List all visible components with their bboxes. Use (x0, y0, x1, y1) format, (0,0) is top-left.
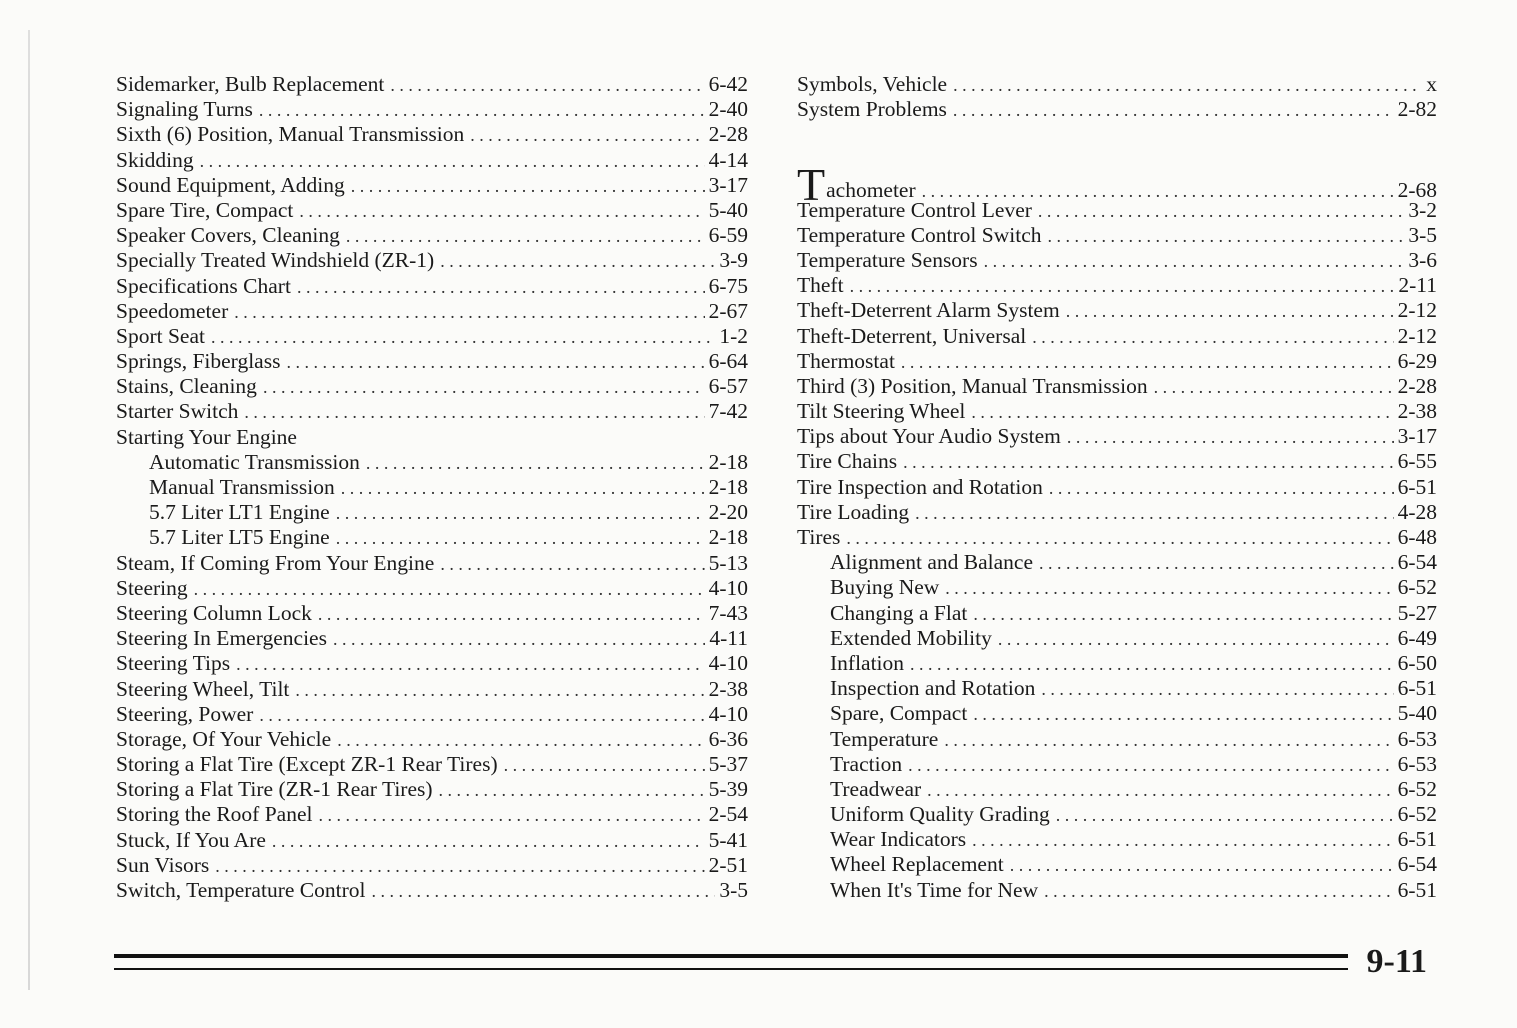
index-entry (797, 500, 1437, 525)
entry-label: Sidemarker, Bulb Replacement (116, 72, 385, 96)
entry-page: 2-12 (1397, 298, 1437, 323)
entry-label: Starting Your Engine (116, 424, 297, 449)
dot-leader (971, 400, 1393, 425)
entry-label: 5.7 Liter LT1 Engine (149, 500, 330, 525)
dot-leader (297, 275, 705, 300)
entry-label: Buying New (830, 575, 940, 600)
dot-leader (215, 854, 704, 879)
entry-label: Stuck, If You Are (116, 827, 266, 852)
entry-page: 6-59 (708, 223, 748, 248)
section-dropcap: T (797, 159, 826, 211)
entry-page: 5-13 (708, 550, 748, 575)
index-entry (116, 198, 748, 223)
entry-page: 2-38 (708, 676, 748, 701)
footer-rule-thin (114, 968, 1348, 970)
dot-leader (944, 728, 1393, 753)
dot-leader (1056, 803, 1394, 828)
dot-leader (846, 526, 1393, 551)
entry-page: 6-53 (1397, 726, 1437, 751)
index-subentry (797, 852, 1437, 877)
entry-label: Spare Tire, Compact (116, 197, 294, 222)
index-subentry (797, 701, 1437, 726)
entry-label: Sport Seat (116, 323, 205, 348)
index-entry (797, 72, 1437, 97)
index-entry (797, 97, 1437, 122)
entry-page: 2-18 (708, 525, 748, 550)
dot-leader (504, 753, 705, 778)
index-entry (116, 349, 748, 374)
entry-label: Storage, Of Your Vehicle (116, 726, 332, 751)
dot-leader (263, 375, 705, 400)
index-subentry (797, 575, 1437, 600)
dot-leader (1038, 199, 1404, 224)
entry-page: 2-38 (1397, 399, 1437, 424)
entry-label: Stains, Cleaning (116, 374, 257, 399)
index-subentry (116, 525, 748, 550)
entry-label: Steering Column Lock (116, 600, 312, 625)
entry-page: 7-43 (708, 600, 748, 625)
entry-label: Starter Switch (116, 399, 239, 424)
entry-label: Theft-Deterrent Alarm System (797, 298, 1060, 323)
entry-page: 5-39 (708, 777, 748, 802)
entry-label: System Problems (797, 97, 947, 122)
index-entry (797, 298, 1437, 323)
entry-page: 3-17 (1397, 424, 1437, 449)
entry-page: 3-5 (719, 878, 748, 902)
entry-page: 3-6 (1408, 247, 1437, 272)
dot-leader (194, 577, 705, 602)
entry-page: 2-11 (1398, 273, 1437, 298)
entry-page: 7-42 (708, 399, 748, 424)
footer-rule-thick (114, 954, 1348, 958)
index-entry (797, 324, 1437, 349)
entry-label: Extended Mobility (830, 625, 992, 650)
dot-leader (318, 602, 705, 627)
entry-label: Sound Equipment, Adding (116, 172, 345, 197)
index-heading-entry (116, 425, 748, 450)
dot-leader (346, 224, 705, 249)
entry-label: Temperature (830, 726, 939, 751)
dot-leader (953, 73, 1422, 98)
entry-page: 6-48 (1397, 525, 1437, 549)
entry-page: 6-52 (1397, 776, 1437, 801)
index-entry (116, 702, 748, 727)
entry-label: Sixth (6) Position, Manual Transmission (116, 122, 465, 147)
dot-leader (336, 501, 705, 526)
entry-page: 2-40 (708, 97, 748, 122)
index-entry (797, 449, 1437, 474)
index-subentry (797, 651, 1437, 676)
dot-leader (336, 526, 705, 551)
entry-page: 5-40 (708, 197, 748, 222)
dot-leader (901, 350, 1394, 375)
entry-label: Symbols, Vehicle (797, 72, 948, 96)
index-entry (797, 248, 1437, 273)
index-subentry (116, 475, 748, 500)
dot-leader (973, 602, 1393, 627)
index-entry (116, 651, 748, 676)
index-subentry (797, 802, 1437, 827)
dot-leader (1039, 551, 1394, 576)
entry-page: 5-40 (1397, 701, 1437, 726)
index-subentry (797, 777, 1437, 802)
entry-page: 2-68 (1397, 178, 1437, 203)
entry-label: Third (3) Position, Manual Transmission (797, 373, 1148, 398)
entry-page: 2-51 (708, 852, 748, 877)
entry-page: 6-53 (1397, 751, 1437, 776)
dot-leader (366, 451, 705, 476)
dot-leader (259, 98, 705, 123)
index-entry (116, 601, 748, 626)
index-entry (116, 223, 748, 248)
entry-label: Thermostat (797, 348, 895, 373)
entry-label: Storing a Flat Tire (ZR-1 Rear Tires) (116, 777, 433, 802)
dot-leader (318, 803, 704, 828)
dot-leader (1048, 224, 1405, 249)
entry-label: Theft (797, 273, 844, 298)
entry-page: 2-82 (1397, 97, 1437, 122)
entry-page: 2-28 (1397, 373, 1437, 398)
index-entry (116, 777, 748, 802)
dot-leader (953, 98, 1394, 123)
entry-page: x (1426, 72, 1437, 96)
index-subentry (797, 752, 1437, 777)
entry-page: 2-12 (1397, 323, 1437, 348)
entry-page: 4-10 (708, 701, 748, 726)
entry-page: 6-36 (708, 726, 748, 751)
dot-leader (1049, 476, 1394, 501)
entry-page: 2-18 (708, 475, 748, 499)
index-entry (797, 475, 1437, 500)
dot-leader (299, 199, 704, 224)
dot-leader (1032, 325, 1393, 350)
index-entry (116, 299, 748, 324)
entry-page: 6-64 (708, 349, 748, 374)
dot-leader (903, 450, 1393, 475)
dot-leader (973, 702, 1393, 727)
index-entry (116, 399, 748, 424)
entry-label: Temperature Control Lever (797, 197, 1032, 222)
index-entry (116, 727, 748, 752)
entry-label: Skidding (116, 147, 194, 172)
dot-leader (915, 501, 1394, 526)
entry-page: 6-52 (1397, 575, 1437, 600)
entry-label: Tire Chains (797, 449, 898, 474)
entry-page: 5-37 (708, 752, 748, 777)
entry-page: 6-51 (1397, 827, 1437, 852)
index-entry (116, 122, 748, 147)
entry-label: Tire Loading (797, 499, 910, 524)
index-entry (116, 97, 748, 122)
index-subentry (116, 500, 748, 525)
dot-leader (1041, 677, 1393, 702)
index-subentry (797, 827, 1437, 852)
entry-label: Traction (830, 751, 903, 776)
entry-page: 4-28 (1397, 499, 1437, 524)
entry-label: When It's Time for New (830, 877, 1039, 902)
entry-page: 2-67 (708, 298, 748, 323)
entry-page: 5-41 (708, 827, 748, 852)
entry-label: Specially Treated Windshield (ZR-1) (116, 248, 435, 273)
index-entry (116, 551, 748, 576)
index-entry (116, 274, 748, 299)
index-entry (116, 828, 748, 853)
dot-leader (333, 627, 705, 652)
entry-page: 6-50 (1397, 650, 1437, 675)
index-entry (116, 802, 748, 827)
entry-label: Speedometer (116, 298, 229, 323)
index-entry (116, 72, 748, 97)
index-subentry (797, 727, 1437, 752)
entry-page: 4-10 (708, 651, 748, 676)
index-subentry (797, 550, 1437, 575)
entry-label: Temperature Sensors (797, 247, 978, 272)
dot-leader (1044, 879, 1393, 904)
index-subentry (797, 878, 1437, 903)
entry-label: Alignment and Balance (830, 550, 1033, 575)
entry-label: Steering In Emergencies (116, 626, 327, 651)
dot-leader (439, 778, 705, 803)
entry-page: 6-54 (1397, 550, 1437, 575)
dot-leader (910, 652, 1394, 677)
index-entry (797, 198, 1437, 223)
dot-leader (337, 728, 704, 753)
entry-label: Speaker Covers, Cleaning (116, 223, 340, 248)
dot-leader (984, 249, 1405, 274)
entry-label: Specifications Chart (116, 273, 291, 298)
index-entry (116, 626, 748, 651)
dot-leader (1066, 299, 1394, 324)
index-entry (797, 399, 1437, 424)
index-entry (116, 752, 748, 777)
dot-leader (1154, 375, 1394, 400)
entry-label: Spare, Compact (830, 701, 968, 726)
dot-leader (1010, 853, 1394, 878)
index-subentry (797, 676, 1437, 701)
index-entry (797, 424, 1437, 449)
entry-label: Steering Tips (116, 651, 231, 676)
index-column-right (797, 72, 1437, 903)
entry-label: Tips about Your Audio System (797, 424, 1061, 449)
index-entry (116, 853, 748, 878)
entry-label: Tire Inspection and Rotation (797, 474, 1043, 499)
section-gap (797, 122, 1437, 172)
entry-label: Springs, Fiberglass (116, 349, 281, 374)
dot-leader (440, 249, 715, 274)
page-binding-shadow (28, 30, 30, 990)
entry-page: 2-28 (708, 122, 748, 147)
entry-label: Temperature Control Switch (797, 222, 1042, 247)
entry-label: Sun Visors (116, 852, 210, 877)
entry-page: 6-49 (1397, 625, 1437, 650)
index-entry (116, 148, 748, 173)
entry-label: Steam, If Coming From Your Engine (116, 550, 435, 575)
dot-leader (234, 300, 704, 325)
index-subentry (797, 626, 1437, 651)
dot-leader (945, 576, 1393, 601)
entry-label: Changing a Flat (830, 600, 968, 625)
entry-page: 4-10 (708, 575, 748, 600)
entry-page: 6-42 (708, 72, 748, 96)
dot-leader (244, 400, 704, 425)
entry-page: 6-52 (1397, 802, 1437, 827)
dot-leader (972, 828, 1393, 853)
dot-leader (259, 703, 704, 728)
dot-leader (200, 149, 705, 174)
entry-label: Manual Transmission (149, 475, 335, 499)
entry-page: 3-9 (719, 248, 748, 273)
entry-label: Inflation (830, 650, 905, 675)
entry-page: 6-51 (1397, 877, 1437, 902)
entry-label: 5.7 Liter LT5 Engine (149, 525, 330, 550)
dot-leader (850, 274, 1395, 299)
dot-leader (440, 552, 704, 577)
dot-leader (236, 652, 704, 677)
index-subentry (116, 450, 748, 475)
entry-label-rest: achometer (826, 178, 916, 203)
entry-page: 4-11 (709, 626, 748, 651)
entry-label: Storing a Flat Tire (Except ZR-1 Rear Tires) (116, 752, 498, 777)
index-entry (116, 677, 748, 702)
index-entry (116, 248, 748, 273)
entry-page: 4-14 (708, 147, 748, 172)
dot-leader (927, 778, 1393, 803)
index-entry (116, 878, 748, 903)
index-entry (797, 374, 1437, 399)
entry-page: 6-51 (1397, 474, 1437, 499)
entry-label: Theft-Deterrent, Universal (797, 323, 1027, 348)
entry-label: Steering, Power (116, 701, 254, 726)
dot-leader (351, 174, 705, 199)
entry-label: Tires (797, 525, 841, 549)
entry-label: Steering Wheel, Tilt (116, 676, 290, 701)
dot-leader (908, 753, 1394, 778)
entry-page: 6-54 (1397, 852, 1437, 877)
dot-leader (272, 829, 705, 854)
entry-page: 5-27 (1397, 600, 1437, 625)
entry-label: Steering (116, 575, 188, 600)
index-column-left (116, 72, 748, 903)
entry-page: 6-75 (708, 273, 748, 298)
index-entry (797, 273, 1437, 298)
entry-page: 2-20 (708, 500, 748, 525)
entry-label: Wear Indicators (830, 827, 967, 852)
dot-leader (371, 879, 715, 904)
entry-label: Wheel Replacement (830, 852, 1004, 877)
index-entry (116, 173, 748, 198)
entry-page: 2-54 (708, 802, 748, 827)
index-entry (116, 374, 748, 399)
entry-page: 3-2 (1408, 197, 1437, 222)
entry-label: Signaling Turns (116, 97, 253, 122)
entry-label: Inspection and Rotation (830, 676, 1036, 701)
entry-label: Storing the Roof Panel (116, 802, 313, 827)
dot-leader (295, 678, 704, 703)
dot-leader (211, 325, 715, 350)
index-entry (116, 324, 748, 349)
index-entry (797, 525, 1437, 550)
entry-page: 6-57 (708, 374, 748, 399)
index-entry (797, 223, 1437, 248)
entry-page: 1-2 (719, 323, 748, 348)
dot-leader (390, 73, 704, 98)
entry-label: Switch, Temperature Control (116, 878, 366, 902)
index-entry (116, 576, 748, 601)
dot-leader (1067, 425, 1394, 450)
dot-leader (470, 123, 704, 148)
entry-page: 3-17 (708, 172, 748, 197)
entry-page: 3-5 (1408, 222, 1437, 247)
entry-label: Treadwear (830, 776, 922, 801)
entry-label: Uniform Quality Grading (830, 802, 1050, 827)
entry-page: 6-55 (1397, 449, 1437, 474)
entry-page: 6-51 (1397, 676, 1437, 701)
dot-leader (286, 350, 704, 375)
dot-leader (341, 476, 705, 501)
index-entry (797, 349, 1437, 374)
entry-label: Automatic Transmission (149, 449, 360, 474)
entry-label: Tilt Steering Wheel (797, 399, 966, 424)
entry-page: 2-18 (708, 449, 748, 474)
page-number: 9-11 (1366, 943, 1427, 980)
entry-page: 6-29 (1397, 348, 1437, 373)
index-subentry (797, 601, 1437, 626)
dot-leader (998, 627, 1394, 652)
